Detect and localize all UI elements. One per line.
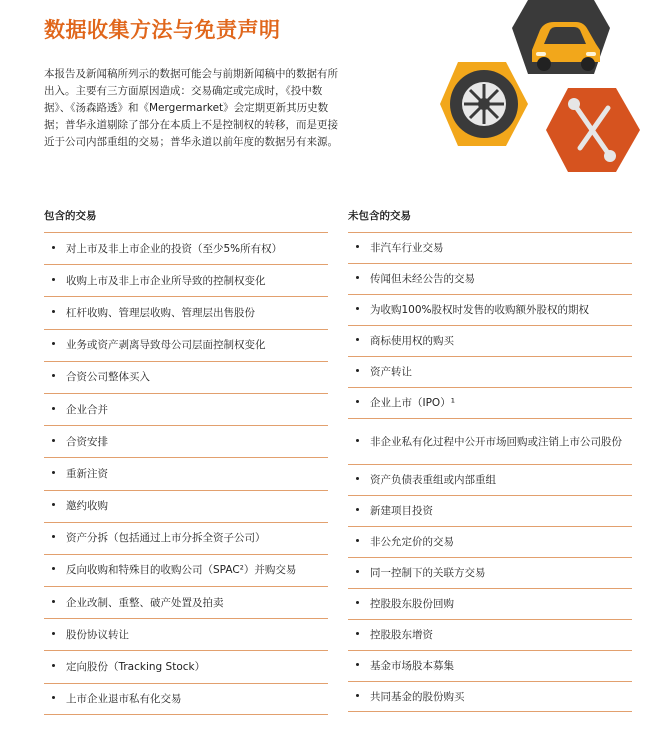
list-item-label: 合资安排 [66,435,108,448]
bullet-icon [52,278,55,281]
list-item-label: 企业合并 [66,403,108,416]
list-item-label: 对上市及非上市企业的投资（至少5%所有权） [66,242,283,255]
intro-paragraph: 本报告及新闻稿所列示的数据可能会与前期新闻稿中的数据有所出入。主要有三方面原因造成：交易确定或完成时，《投中数据》、《汤森路透》和《Mergermarket》会定期更新其历史数据；普华永道剔除了部分在本质上不是控制权的转移，而是更接近于公司内部重组的交易；普华永道以前年度的数据另有来源。 [44,68,338,148]
list-item-label: 业务或资产剥离导致母公司层面控制权变化 [66,339,266,352]
page-title: 数据收集方法与免责声明 [44,18,281,42]
list-item-label: 传闻但未经公告的交易 [370,273,475,285]
bullet-icon [52,439,55,442]
list-item-label: 企业上市（IPO）¹ [370,397,455,409]
bullet-icon [356,369,359,372]
list-item [44,457,328,489]
list-item-label: 收购上市及非上市企业所导致的控制权变化 [66,274,266,287]
list-item [44,554,328,586]
bullet-icon [52,535,55,538]
list-item [44,329,328,361]
list-item-label: 非企业私有化过程中公开市场回购或注销上市公司股份 [370,435,622,448]
list-item [348,356,632,387]
list-item [348,325,632,356]
list-item-label: 共同基金的股份购买 [370,690,465,703]
bullet-icon [52,600,55,603]
list-item-label: 合资公司整体买入 [66,371,150,384]
bullet-icon [356,663,359,666]
bullet-icon [52,342,55,345]
car-icon [512,0,610,74]
bullet-icon [356,694,359,697]
list-item [44,490,328,522]
bullet-icon [52,407,55,410]
bullet-icon [356,245,359,248]
list-item [44,683,328,715]
list-item [348,495,632,526]
list-item-label: 资产转让 [370,366,412,378]
list-item-label: 反向收购和特殊目的收购公司（SPAC²）并购交易 [66,564,297,577]
bullet-icon [52,503,55,506]
bullet-icon [356,477,359,480]
bullet-icon [356,439,359,442]
list-item [348,526,632,557]
bullet-icon [52,567,55,570]
automotive-hero-graphic [440,0,669,180]
bullet-icon [356,276,359,279]
bullet-icon [52,696,55,699]
list-item [348,263,632,294]
list-item [348,418,632,464]
list-item [44,522,328,554]
list-item [348,294,632,325]
list-item [44,618,328,650]
list-item-label: 重新注资 [66,467,108,480]
list-item-label: 控股股东股份回购 [370,598,454,610]
list-item [44,232,328,264]
tire-icon [440,62,528,146]
bullet-icon [52,310,55,313]
bullet-icon [356,570,359,573]
list-item [44,586,328,618]
list-item-label: 资产负债表重组或内部重组 [370,474,496,486]
bullet-icon [356,539,359,542]
list-item-label: 非公允定价的交易 [370,536,454,548]
list-item [348,232,632,263]
bullet-icon [356,338,359,341]
list-item [348,387,632,418]
excluded-heading: 未包含的交易 [348,210,411,222]
included-heading: 包含的交易 [44,210,97,222]
bullet-icon [356,632,359,635]
list-item [44,650,328,682]
list-item-label: 商标使用权的购买 [370,335,454,347]
list-item-label: 杠杆收购、管理层收购、管理层出售股份 [66,306,255,319]
list-item-label: 新建项目投资 [370,505,433,517]
list-item [348,557,632,588]
bullet-icon [52,632,55,635]
list-item-label: 基金市场股本募集 [370,660,454,672]
bullet-icon [52,246,55,249]
bullet-icon [356,601,359,604]
list-item [44,425,328,457]
list-item-label: 股份协议转让 [66,628,129,641]
list-item-label: 资产分拆（包括通过上市分拆全资子公司） [66,532,266,545]
list-item [44,361,328,393]
list-item [348,464,632,495]
list-item [348,619,632,650]
bullet-icon [52,471,55,474]
list-item-label: 上市企业退市私有化交易 [66,692,182,705]
bullet-icon [356,400,359,403]
list-item-label: 企业改制、重整、破产处置及拍卖 [66,596,224,609]
included-list [44,232,328,715]
bullet-icon [356,307,359,310]
list-item [44,296,328,328]
list-item [44,264,328,296]
list-item-label: 定向股份（Tracking Stock） [66,661,206,674]
list-item-label: 邀约收购 [66,500,108,513]
list-item [348,681,632,712]
list-item-label: 非汽车行业交易 [370,242,444,254]
bullet-icon [52,664,55,667]
bullet-icon [356,508,359,511]
wrench-icon [546,88,640,172]
excluded-list [348,232,632,712]
list-item-label: 同一控制下的关联方交易 [370,567,486,579]
bullet-icon [52,374,55,377]
list-item [348,588,632,619]
list-item [44,393,328,425]
list-item [348,650,632,681]
list-item-label: 为收购100%股权时发售的收购额外股权的期权 [370,304,590,316]
list-item-label: 控股股东增资 [370,629,433,641]
